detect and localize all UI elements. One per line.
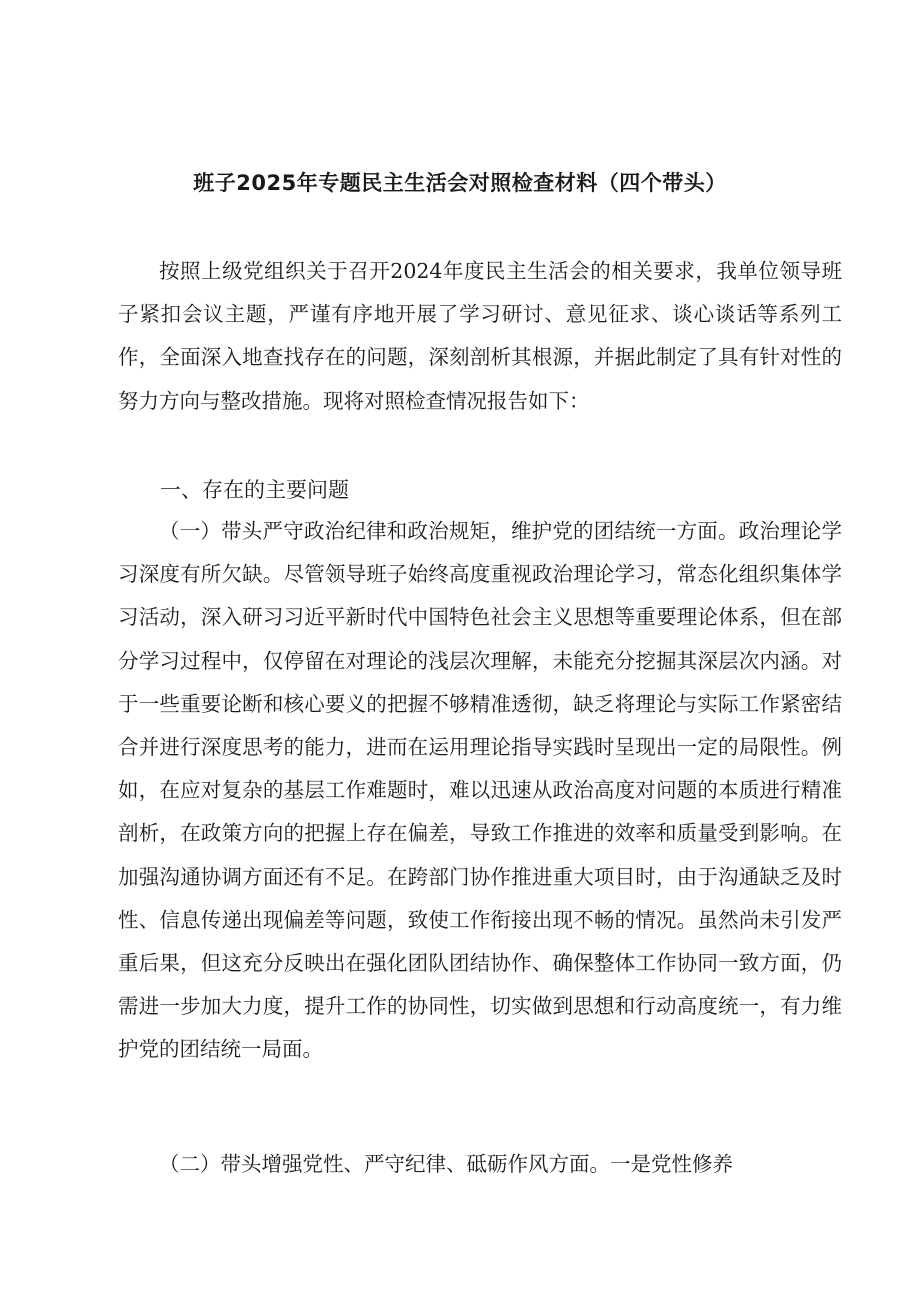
document-title: 班子2025年专题民主生活会对照检查材料（四个带头） — [193, 171, 727, 195]
intro-paragraph: 按照上级党组织关于召开2024年度民主生活会的相关要求，我单位领导班子紧扣会议主题，严谨有序地开展了学习研讨、意见征求、谈心谈话等系列工作，全面深入地查找存在的问题，深刻剖析其根源，并据此制定了具有针对性的努力方向与整改措施。现将对照检查情况报告如下： — [118, 259, 842, 413]
paragraph-party-spirit: （二）带头增强党性、严守纪律、砥砺作风方面。一是党性修养 — [159, 1152, 733, 1176]
section-heading: 一、存在的主要问题 — [160, 478, 349, 502]
paragraph-political-discipline: （一）带头严守政治纪律和政治规矩，维护党的团结统一方面。政治理论学习深度有所欠缺。尽管领导班子始终高度重视政治理论学习，常态化组织集体学习活动，深入研习习近平新时代中国特色社会主义思想等重要理论体系，但在部分学习过程中，仅停留在对理论的浅层次理解，未能充分挖掘其深层次内涵。对于一些重要论断和核心要义的把握不够精准透彻，缺乏将理论与实际工作紧密结合并进行深度思考的能力，进而在运用理论指导实践时呈现出一定的局限性。例如，在应对复杂的基层工作难题时，难以迅速从政治高度对问题的本质进行精准剖析，在政策方向的把握上存在偏差，导致工作推进的效率和质量受到影响。在加强沟通协调方面还有不足。在跨部门协作推进重大项目时，由于沟通缺乏及时性、信息传递出现偏差等问题，致使工作衔接出现不畅的情况。虽然尚未引发严重后果，但这充分反映出在强化团队团结协作、确保整体工作协同一致方面，仍需进一步加大力度，提升工作的协同性，切实做到思想和行动高度统一，有力维护党的团结统一局面。 — [118, 519, 842, 1062]
